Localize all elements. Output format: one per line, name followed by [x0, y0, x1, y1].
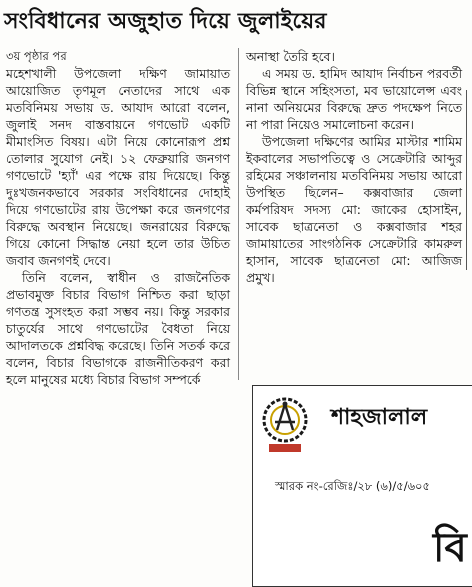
article-column-2 — [246, 48, 462, 286]
article-paragraph: উপজেলা দক্ষিণের আমির মাস্টার শামিম ইকবালের সভাপতিত্বে ও সেক্রেটারি আব্দুর রহিমের সঞ্চালনায় মতবিনিময় সভায় আরো উপস্থিত ছিলেন– কক্সবাজার জেলা কর্মপরিষদ সদস্য মো: জাকের হোসাইন, সাবেক ছাত্রনেতা ও কক্সবাজার শহর জামায়াতের সাংগঠনিক সেক্রেটারি কামরুল হাসান, সাবেক ছাত্রনেতা মো: আজিজ প্রমুখ। — [246, 134, 462, 285]
advertisement-box — [252, 385, 472, 587]
institution-logo-icon — [261, 396, 309, 454]
page-reference: ৩য় পৃষ্ঠার পর — [6, 49, 67, 63]
advert-reference: স্মারক নং-রেজিঃ/২৮ (৬)/৫/৬০৫ — [275, 479, 430, 493]
advert-large-text: বি — [433, 525, 467, 571]
headline: সংবিধানের অজুহাত দিয়ে জুলাইয়ের — [4, 9, 327, 34]
column-divider — [238, 48, 239, 380]
article-paragraph: তিনি বলেন, স্বাধীন ও রাজনৈতিক প্রভাবমুক্ত বিচার বিভাগ নিশ্চিত করা ছাড়া গণতন্ত্র সুসংহত করা সম্ভব নয়। কিন্তু সরকার চাতুর্যের সাথে গণভোটের বৈধতা নিয়ে আদালতকে প্রশ্নবিদ্ধ করেছে। তিনি সতর্ক করে বলেন, বিচার বিভাগকে রাজনীতিকরণ করা হলে মানুষের মধ্যে বিচার বিভাগ সম্পর্কে — [6, 270, 230, 387]
advert-title: শাহজালাল — [331, 405, 428, 430]
article-paragraph: অনাস্থা তৈরি হবে। — [246, 49, 335, 64]
article-column-1 — [6, 48, 230, 388]
article-paragraph: মহেশখালী উপজেলা দক্ষিণ জামায়াত আয়োজিত তৃণমূল নেতাদের সাথে এক মতবিনিময় সভায় ড. আযাদ আরো বলেন, জুলাই সনদ বাস্তবায়নে গণভোট একটি মীমাংসিত বিষয়। এটা নিয়ে কোনোরূপ প্রশ্ন তোলার সুযোগ নেই। ১২ ফেব্রুয়ারি জনগণ গণভোটে 'হ্যাঁ' এর পক্ষে রায় দিয়েছে। কিন্তু দুঃখজনকভাবে সরকার সংবিধানের দোহাই দিয়ে গণভোটের রায় উপেক্ষা করে জনগণের বিরুদ্ধে অবস্থান নিয়েছে। জনরায়ের বিরুদ্ধে গিয়ে কোনো সিদ্ধান্ত নেয়া হলে তার উচিত জবাব জনগণই দেবে। — [6, 66, 230, 268]
adjacent-column-border — [466, 90, 467, 270]
article-paragraph: এ সময় ড. হামিদ আযাদ নির্বাচন পরবর্তী বিভিন্ন স্থানে সহিংসতা, মব ভায়োলেন্স এবং নানা অনিয়মের বিরুদ্ধে দ্রুত পদক্ষেপ নিতে না পারা নিয়েও সমালোচনা করেন। — [246, 66, 462, 132]
